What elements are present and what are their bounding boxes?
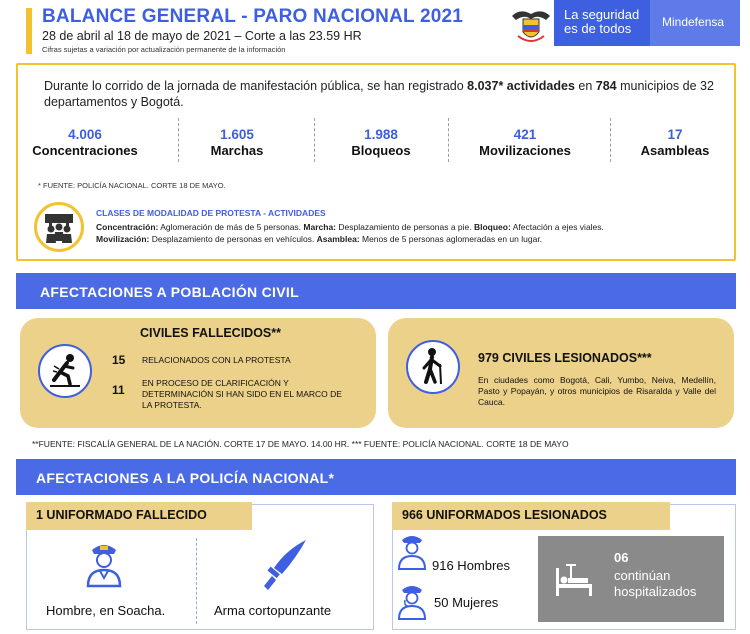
female-officer-icon [396,582,428,620]
stat-value: 4.006 [68,127,102,142]
injured-women-count: 50 Mujeres [434,595,499,610]
page-subtitle: 28 de abril al 18 de mayo de 2021 – Corte a las 23.59 HR [42,29,362,43]
summary-source: * FUENTE: POLICÍA NACIONAL. CORTE 18 DE MAYO. [38,181,226,190]
stat-concentraciones [20,127,150,158]
civil-injured-title: 979 CIVILES LESIONADOS*** [478,351,652,365]
ministry-logo: Mindefensa [650,0,740,46]
class-term: Concentración: [96,222,159,232]
injured-men-count: 916 Hombres [432,558,511,573]
civil-injured-text: En ciudades como Bogotá, Cali, Yumbo, Neiva, Medellín, Pasto y Popayán, y otros municipios de Risaralda y Valle del Cauca. [478,375,716,407]
summary-text [44,78,716,110]
page-title: BALANCE GENERAL - PARO NACIONAL 2021 [42,6,464,27]
activities-count: 8.037* [467,79,504,93]
stat-divider [448,118,449,162]
stat-value: 17 [667,127,683,142]
stat-divider [314,118,315,162]
stat-label: Bloqueos [351,143,411,158]
police-section-banner: AFECTACIONES A LA POLICÍA NACIONAL* [16,459,736,495]
class-definition: Afectación a ejes viales. [510,222,604,232]
slogan-line-1: La seguridad [564,7,640,22]
stat-asambleas [610,127,740,158]
police-injured-title: 966 UNIFORMADOS LESIONADOS [392,502,670,530]
class-term: Marcha: [303,222,336,232]
classes-title: CLASES DE MODALIDAD DE PROTESTA - ACTIVIDADES [96,208,326,218]
class-term: Bloqueo: [473,222,511,232]
coat-of-arms-icon [508,6,554,46]
police-death-weapon: Arma cortopunzante [214,603,332,618]
police-deaths-divider [196,538,197,624]
police-officer-icon [82,540,126,588]
class-definition: Desplazamiento de personas a pie. [336,222,474,232]
summary-text-part: en [574,79,596,93]
stat-marchas [172,127,302,158]
stat-label: Asambleas [640,143,710,158]
stat-label: Movilizaciones [479,143,571,158]
civil-deaths-title: CIVILES FALLECIDOS** [140,326,281,340]
stat-label: Concentraciones [32,143,138,158]
summary-text-part: municipios de 32 departamentos y Bogotá. [44,79,714,109]
stat-movilizaciones [460,127,590,158]
civil-deaths-pending-text: EN PROCESO DE CLARIFICACIÓN Y DETERMINACIÓN SI HAN SIDO EN EL MARCO DE LA PROTESTA. [142,378,342,410]
class-definition: Menos de 5 personas aglomeradas en un lugar. [359,234,543,244]
falling-person-icon [38,344,92,398]
hospital-bed-icon [552,560,596,600]
class-definition: Desplazamiento de personas en vehículos. [149,234,317,244]
activities-label: actividades [503,79,575,93]
protest-icon [34,202,84,252]
male-officer-icon [396,532,428,570]
stat-label: Marchas [210,143,264,158]
hospitalized-text-2: hospitalizados [614,584,697,599]
header-accent-bar [26,8,32,54]
civil-section-banner: AFECTACIONES A POBLACIÓN CIVIL [16,273,736,309]
summary-text-part: Durante lo corrido de la jornada de manifestación pública, se han registrado [44,79,468,93]
civil-deaths-related-text: RELACIONADOS CON LA PROTESTA [142,355,291,365]
knife-icon [256,536,312,592]
civil-deaths-related-count: 15 [112,353,126,367]
stat-value: 1.988 [364,127,398,142]
slogan-line-2: es de todos [564,21,632,36]
municipalities-count: 784 [595,79,617,93]
page-note: Cifras sujetas a variación por actualización permanente de la información [42,45,286,54]
hospitalized-text-1: continúan [614,568,671,583]
slogan-logo [554,0,650,46]
class-definition: Aglomeración de más de 5 personas. [158,222,304,232]
stat-value: 1.605 [220,127,254,142]
classes-definitions [96,221,696,245]
police-death-victim: Hombre, en Soacha. [46,603,166,618]
class-term: Asamblea: [316,234,360,244]
stat-bloqueos [316,127,446,158]
stat-value: 421 [513,127,537,142]
civil-deaths-pending-count: 11 [112,383,125,397]
injured-person-icon [406,340,460,394]
class-term: Movilización: [96,234,150,244]
police-deaths-title: 1 UNIFORMADO FALLECIDO [26,502,252,530]
civil-source: **FUENTE: FISCALÍA GENERAL DE LA NACIÓN. CORTE 17 DE MAYO. 14.00 HR. *** FUENTE: POLICÍA NACIONAL. CORTE 18 DE MAYO [32,439,569,449]
hospitalized-count: 06 [614,550,629,565]
